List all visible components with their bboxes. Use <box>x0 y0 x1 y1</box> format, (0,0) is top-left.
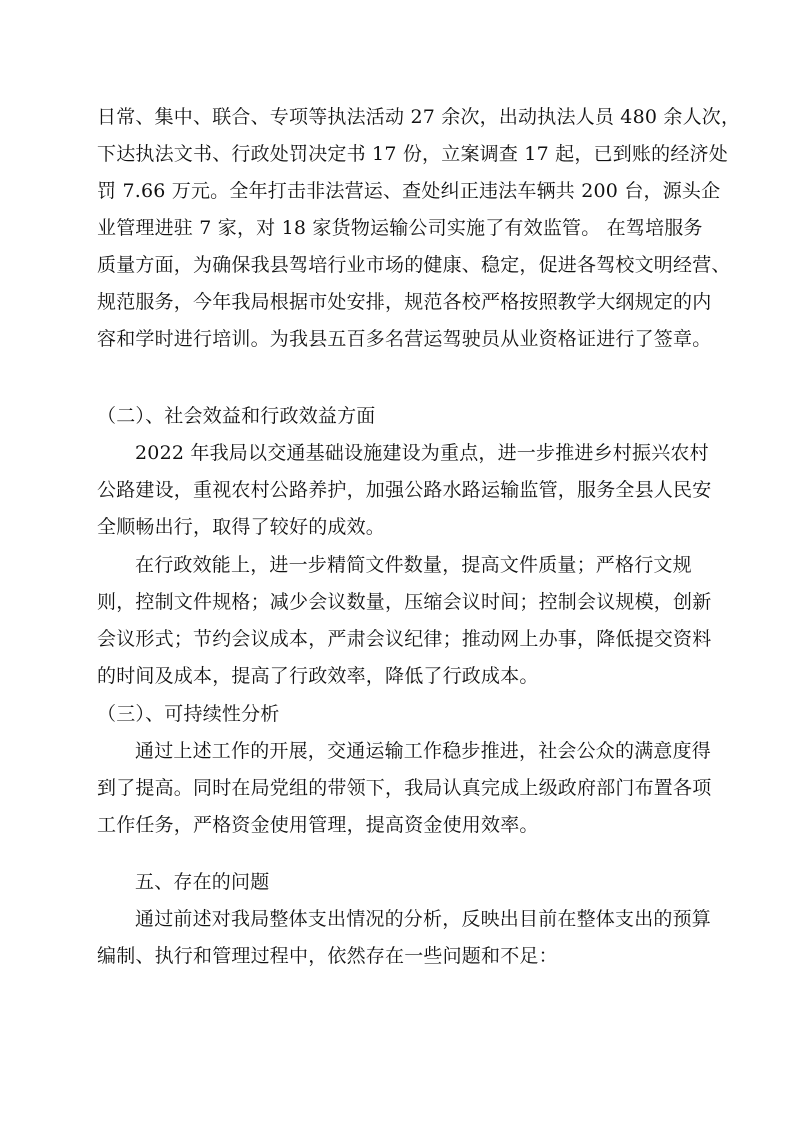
section-heading: 五、存在的问题 <box>135 871 270 893</box>
section-heading: （二）、社会效益和行政效益方面 <box>97 405 376 427</box>
body-text-line: 通过上述工作的开展，交通运输工作稳步推进，社会公众的满意度得 <box>135 740 712 762</box>
body-text-line: 质量方面，为确保我县驾培行业市场的健康、稳定，促进各驾校文明经营、 <box>97 254 731 276</box>
body-text-line: 规范服务，今年我局根据市处安排，规范各校严格按照教学大纲规定的内 <box>97 291 712 313</box>
body-text-line: 则，控制文件规格；减少会议数量，压缩会议时间；控制会议规模，创新 <box>97 591 712 613</box>
body-text-line: 日常、集中、联合、专项等执法活动 27 余次，出动执法人员 480 余人次， <box>97 106 741 128</box>
body-text-line: 公路建设，重视农村公路养护，加强公路水路运输监管，服务全县人民安 <box>97 479 712 501</box>
section-heading: （三）、可持续性分析 <box>97 703 280 725</box>
body-text-line: 到了提高。同时在局党组的带领下，我局认真完成上级政府部门布置各项 <box>97 777 712 799</box>
body-text-line: 2022 年我局以交通基础设施建设为重点，进一步推进乡村振兴农村 <box>135 442 709 464</box>
body-text-line: 业管理进驻 7 家，对 18 家货物运输公司实施了有效监管。 在驾培服务 <box>97 217 703 239</box>
body-text-line: 全顺畅出行，取得了较好的成效。 <box>97 516 386 538</box>
body-text-line: 下达执法文书、行政处罚决定书 17 份，立案调查 17 起，已到账的经济处 <box>97 143 728 165</box>
body-text-line: 编制、执行和管理过程中，依然存在一些问题和不足： <box>97 945 558 967</box>
body-text-line: 的时间及成本，提高了行政效率，降低了行政成本。 <box>97 665 539 687</box>
body-text-line: 工作任务，严格资金使用管理，提高资金使用效率。 <box>97 814 539 836</box>
body-text-line: 会议形式；节约会议成本，严肃会议纪律；推动网上办事，降低提交资料 <box>97 628 712 650</box>
body-text-line: 通过前述对我局整体支出情况的分析，反映出目前在整体支出的预算 <box>135 908 712 930</box>
body-text-line: 罚 7.66 万元。全年打击非法营运、查处纠正违法车辆共 200 台，源头企 <box>97 180 721 202</box>
body-text-line: 在行政效能上，进一步精简文件数量，提高文件质量；严格行文规 <box>135 554 692 576</box>
body-text-line: 容和学时进行培训。为我县五百多名营运驾驶员从业资格证进行了签章。 <box>97 328 712 350</box>
